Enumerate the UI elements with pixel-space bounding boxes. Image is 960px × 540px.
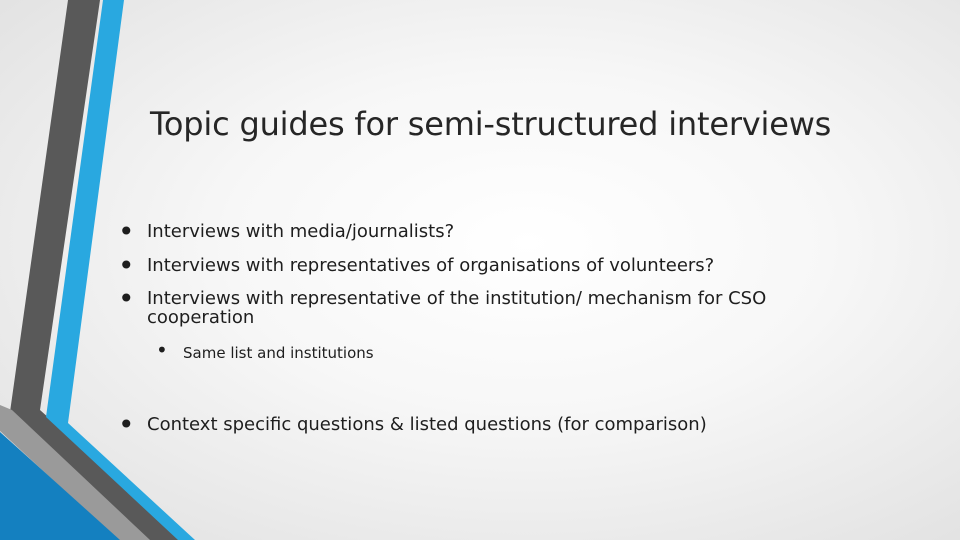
bullet-item-context-questions	[118, 408, 838, 442]
bullet-dot-icon: •	[118, 215, 135, 248]
subbullet-dot-icon: •	[156, 338, 168, 362]
bullet-dot-icon: •	[118, 408, 135, 441]
bullet-text-continuation: cooperation	[147, 306, 255, 328]
slide-title: Topic guides for semi-structured interviews	[150, 105, 832, 143]
bullet-text: Interviews with representatives of organisations of volunteers?	[147, 254, 715, 276]
bullet-text: Interviews with representative of the institution/ mechanism for CSO	[147, 288, 767, 309]
subbullet-item-same-list	[118, 334, 838, 372]
bullet-item-volunteers	[118, 249, 838, 283]
bullet-list	[118, 215, 838, 442]
bullet-text: Interviews with media/journalists?	[147, 221, 455, 242]
bullet-dot-icon: •	[118, 248, 135, 282]
bullet-dot-icon: •	[118, 282, 135, 315]
bullet-text: Context specific questions & listed questions (for comparison)	[147, 414, 707, 435]
subbullet-text: Same list and institutions	[183, 344, 374, 362]
bullet-item-institution	[118, 282, 838, 334]
bullet-item-media	[118, 215, 838, 249]
